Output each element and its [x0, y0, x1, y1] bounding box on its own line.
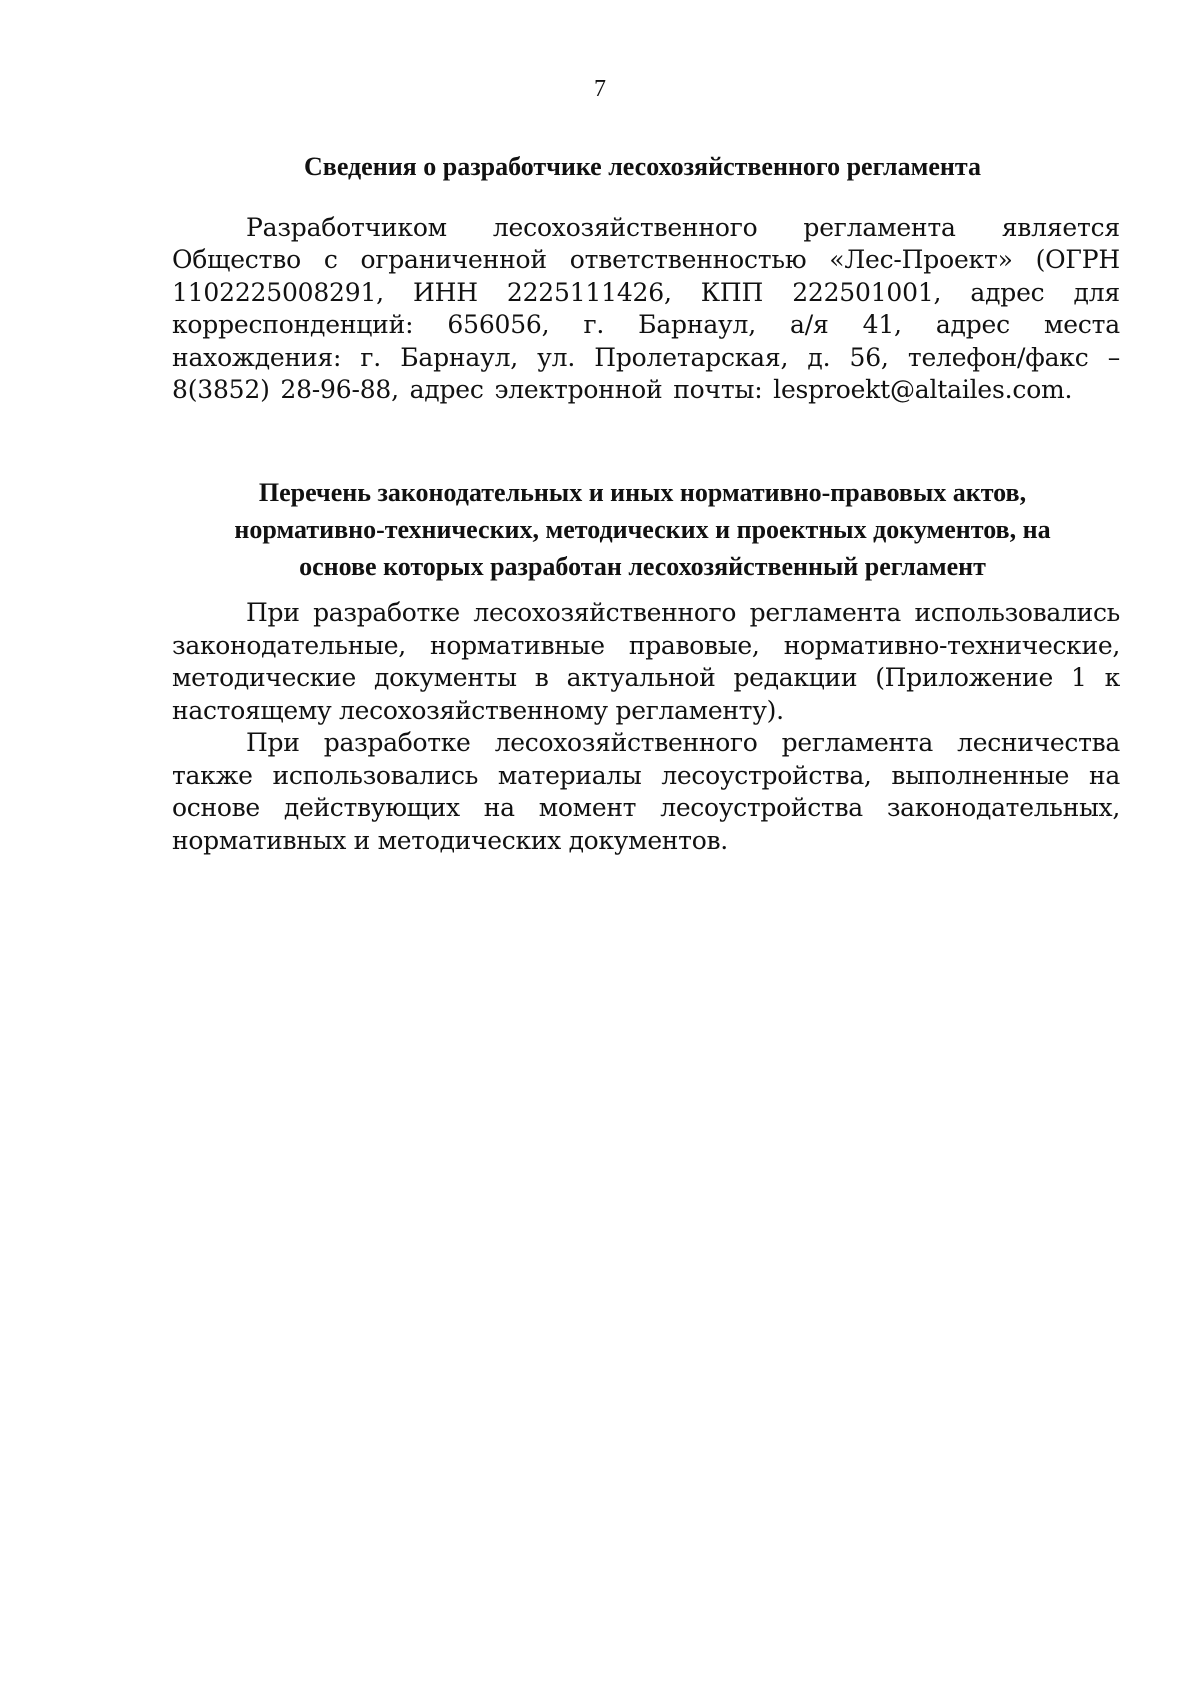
- legal-acts-title-line: основе которых разработан лесохозяйственный регламент: [299, 552, 986, 581]
- developer-section-title: Сведения о разработчике лесохозяйственного регламента: [304, 152, 981, 181]
- developer-section: [172, 212, 1120, 406]
- page-number: 7: [594, 76, 606, 102]
- legal-acts-paragraph: При разработке лесохозяйственного регламента лесничества также использовались материалы лесоустройства, выполненные на основе действующих на момент лесоустройства законодательных, нормативных и методических документов.: [172, 728, 1120, 855]
- legal-acts-paragraph: При разработке лесохозяйственного регламента использовались законодательные, нормативные правовые, нормативно-технические, методические документы в актуальной редакции (Приложение 1 к настоящему лесохозяйственному регламенту).: [172, 598, 1120, 725]
- legal-acts-title-line: нормативно-технических, методических и проектных документов, на: [234, 515, 1051, 544]
- developer-paragraph: Разработчиком лесохозяйственного регламента является Общество с ограниченной ответственностью «Лес-Проект» (ОГРН 1102225008291, ИНН 2225111426, КПП 222501001, адрес для корреспонденций: 656056, г. Барнаул, а/я 41, адрес места нахождения: г. Барнаул, ул. Пролетарская, д. 56, телефон/факс – 8(3852) 28-96-88, адрес электронной почты: lesproekt@altailes.com.: [172, 213, 1120, 405]
- legal-acts-title-line: Перечень законодательных и иных нормативно-правовых актов,: [258, 478, 1027, 507]
- legal-acts-section-title: [170, 474, 1115, 585]
- legal-acts-section: [172, 597, 1120, 857]
